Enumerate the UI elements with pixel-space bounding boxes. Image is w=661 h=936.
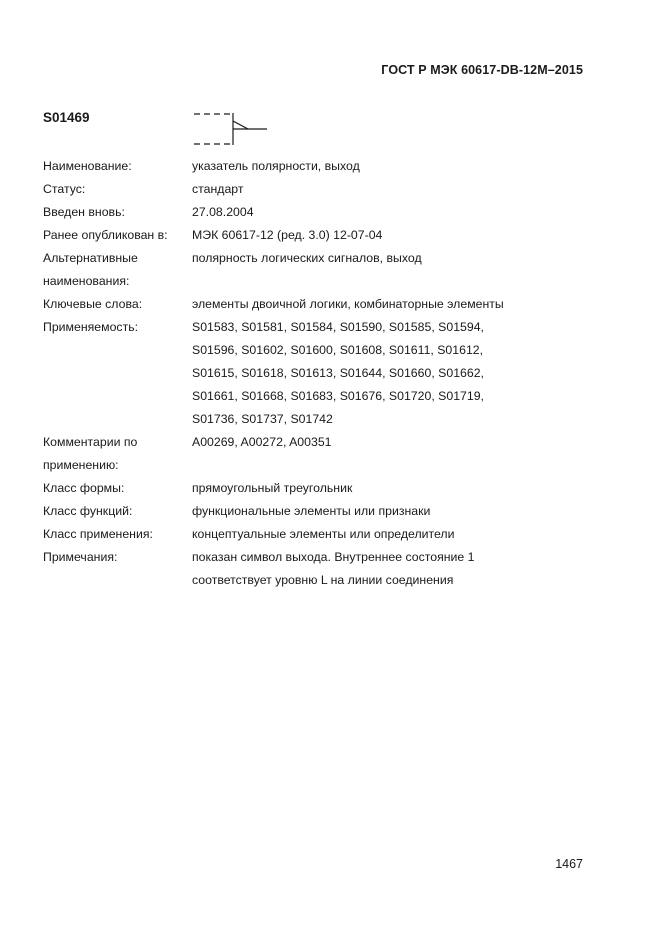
field-value: МЭК 60617-12 (ред. 3.0) 12-07-04: [192, 228, 383, 242]
field-label: Класс функций:: [43, 504, 133, 518]
applicability-line: S01661, S01668, S01683, S01676, S01720, S01719,: [192, 389, 484, 403]
field-introduced: [43, 201, 603, 224]
field-notes: [43, 546, 603, 592]
field-previously-published: [43, 224, 603, 247]
field-label: Класс формы:: [43, 481, 125, 495]
field-label: Класс применения:: [43, 527, 153, 541]
field-value: функциональные элементы или признаки: [192, 504, 431, 518]
field-alternative-names: [43, 247, 603, 293]
applicability-line: S01596, S01602, S01600, S01608, S01611, S01612,: [192, 343, 484, 357]
field-label: [43, 431, 192, 477]
field-value: 27.08.2004: [192, 205, 254, 219]
symbol-code: S01469: [43, 110, 90, 125]
field-label: Введен вновь:: [43, 205, 125, 219]
field-label: [43, 247, 192, 293]
field-value: A00269, A00272, A00351: [192, 435, 332, 449]
field-keywords: [43, 293, 603, 316]
field-name: [43, 155, 603, 178]
field-value: указатель полярности, выход: [192, 159, 360, 173]
field-value: элементы двоичной логики, комбинаторные элементы: [192, 297, 504, 311]
field-value: [192, 316, 603, 431]
field-value: прямоугольный треугольник: [192, 481, 353, 495]
document-standard-header: ГОСТ Р МЭК 60617-DB-12M–2015: [381, 63, 583, 77]
field-label-line: Альтернативные: [43, 251, 138, 265]
field-application-class: [43, 523, 603, 546]
notes-line: показан символ выхода. Внутреннее состояние 1: [192, 550, 475, 564]
applicability-line: S01583, S01581, S01584, S01590, S01585, S01594,: [192, 320, 484, 334]
applicability-line: S01736, S01737, S01742: [192, 412, 333, 426]
field-value: [192, 546, 603, 592]
field-status: [43, 178, 603, 201]
field-label: Применяемость:: [43, 320, 139, 334]
field-label: Наименование:: [43, 159, 132, 173]
field-label-line: Комментарии по: [43, 435, 138, 449]
field-label-line: применению:: [43, 458, 119, 472]
field-shape-class: [43, 477, 603, 500]
field-value: полярность логических сигналов, выход: [192, 251, 422, 265]
field-value: концептуальные элементы или определители: [192, 527, 455, 541]
field-label-line: наименования:: [43, 274, 130, 288]
field-application-comments: [43, 431, 603, 477]
field-label: Ключевые слова:: [43, 297, 143, 311]
field-function-class: [43, 500, 603, 523]
polarity-indicator-output-symbol-icon: [192, 110, 272, 155]
symbol-attributes: [43, 155, 603, 592]
field-value: стандарт: [192, 182, 244, 196]
field-label: Примечания:: [43, 550, 118, 564]
field-applicability: [43, 316, 603, 431]
applicability-line: S01615, S01618, S01613, S01644, S01660, S01662,: [192, 366, 484, 380]
field-label: Статус:: [43, 182, 86, 196]
field-label: Ранее опубликован в:: [43, 228, 168, 242]
page-number: 1467: [555, 857, 583, 871]
notes-line: соответствует уровню L на линии соединения: [192, 573, 454, 587]
